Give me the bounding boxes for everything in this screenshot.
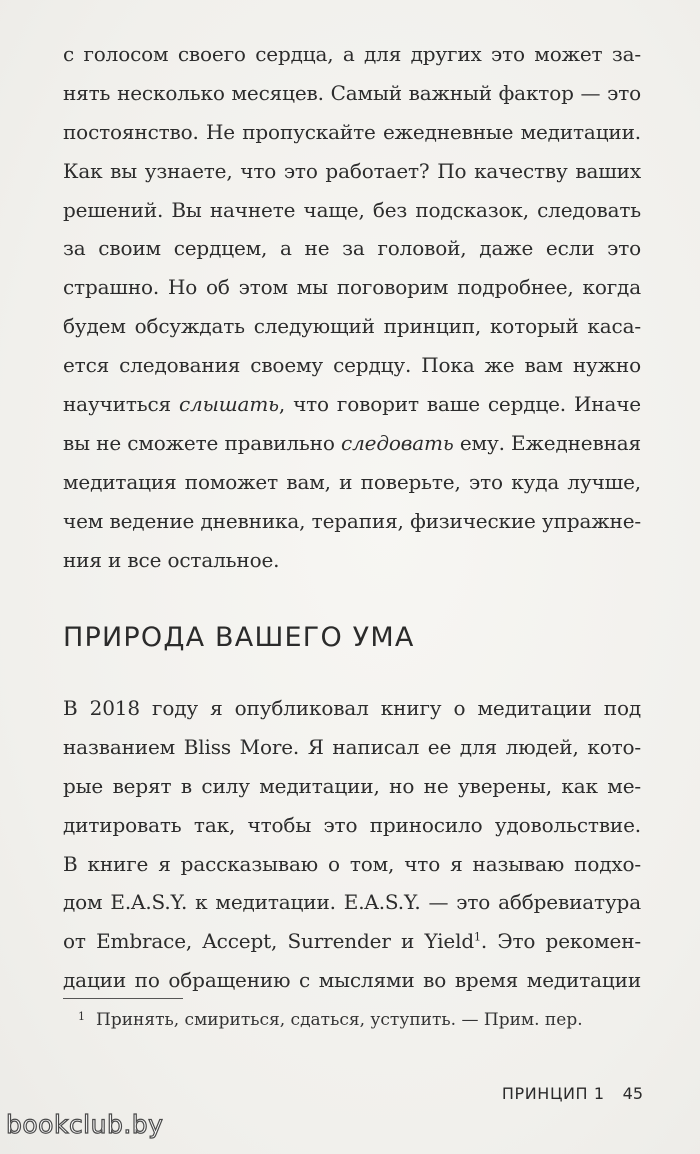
text-line: медитация поможет вам, и поверьте, это куда лучше, [63,469,641,494]
text-line [63,922,641,961]
text-line: дом E.A.S.Y. к медитации. E.A.S.Y. — это аббревиатура [63,890,641,915]
text-line: дации по обращению с мыслями во время медитации [63,968,641,993]
emphasized-word: слышать [178,392,279,417]
watermark-logo: bookclub.by [6,1110,164,1139]
text-line [63,424,641,463]
text-line: рые верят в силу медитации, но не уверены, как ме- [63,773,641,798]
text-line: ется следования своему сердцу. Пока же вам нужно [63,353,641,378]
text-line: дитировать так, чтобы это приносило удовольствие. [63,812,641,837]
chapter-label: ПРИНЦИП 1 [501,1084,605,1103]
text-line: ния и все остальное. [63,547,280,572]
text-line: В 2018 году я опубликовал книгу о медитации под [63,696,641,720]
text-line: названием Bliss More. Я написал ее для людей, кото- [63,734,641,759]
text-line: В книге я рассказываю о том, что я называю подхо- [63,851,641,876]
text-run: . Это рекомен- [480,929,641,954]
text-line: постоянство. Не пропускайте ежедневные медитации. [63,119,641,144]
text-line: решений. Вы начнете чаще, без подсказок, следовать [63,197,641,222]
text-line: страшно. Но об этом мы поговорим подробнее, когда [63,275,641,300]
emphasized-word: следовать [341,430,454,455]
text-line: нять несколько месяцев. Самый важный фактор — это [63,80,641,105]
text-run: вы не сможете правильно [63,430,342,455]
footnote-reference: 1 [473,930,481,944]
section-heading: ПРИРОДА ВАШЕГО УМА [63,622,415,653]
text-line: за своим сердцем, а не за головой, даже если это [63,236,641,261]
text-line: будем обсуждать следующий принцип, который каса- [63,314,641,339]
text-line: Как вы узнаете, что это работает? По качеству ваших [63,158,641,183]
text-line: с голосом своего сердца, а для других это может за- [63,42,641,66]
text-line [63,385,641,424]
paragraph-1 [63,35,641,579]
footnote-divider [63,998,183,999]
text-run: научиться [63,392,179,417]
text-run: ему. Ежедневная [453,430,642,455]
text-line: чем ведение дневника, терапия, физические упражне- [63,508,641,533]
footnote-text: Принять, смириться, сдаться, уступить. — Прим. пер. [96,1010,583,1030]
text-run: от Embrace, Accept, Surrender и Yield [63,929,474,954]
footnote-marker: 1 [78,1010,85,1023]
running-footer [502,1084,643,1103]
paragraph-2 [63,689,641,1000]
text-run: , что говорит ваше сердце. Иначе [278,392,641,417]
page-number: 45 [622,1084,643,1103]
footnote [78,1010,583,1030]
